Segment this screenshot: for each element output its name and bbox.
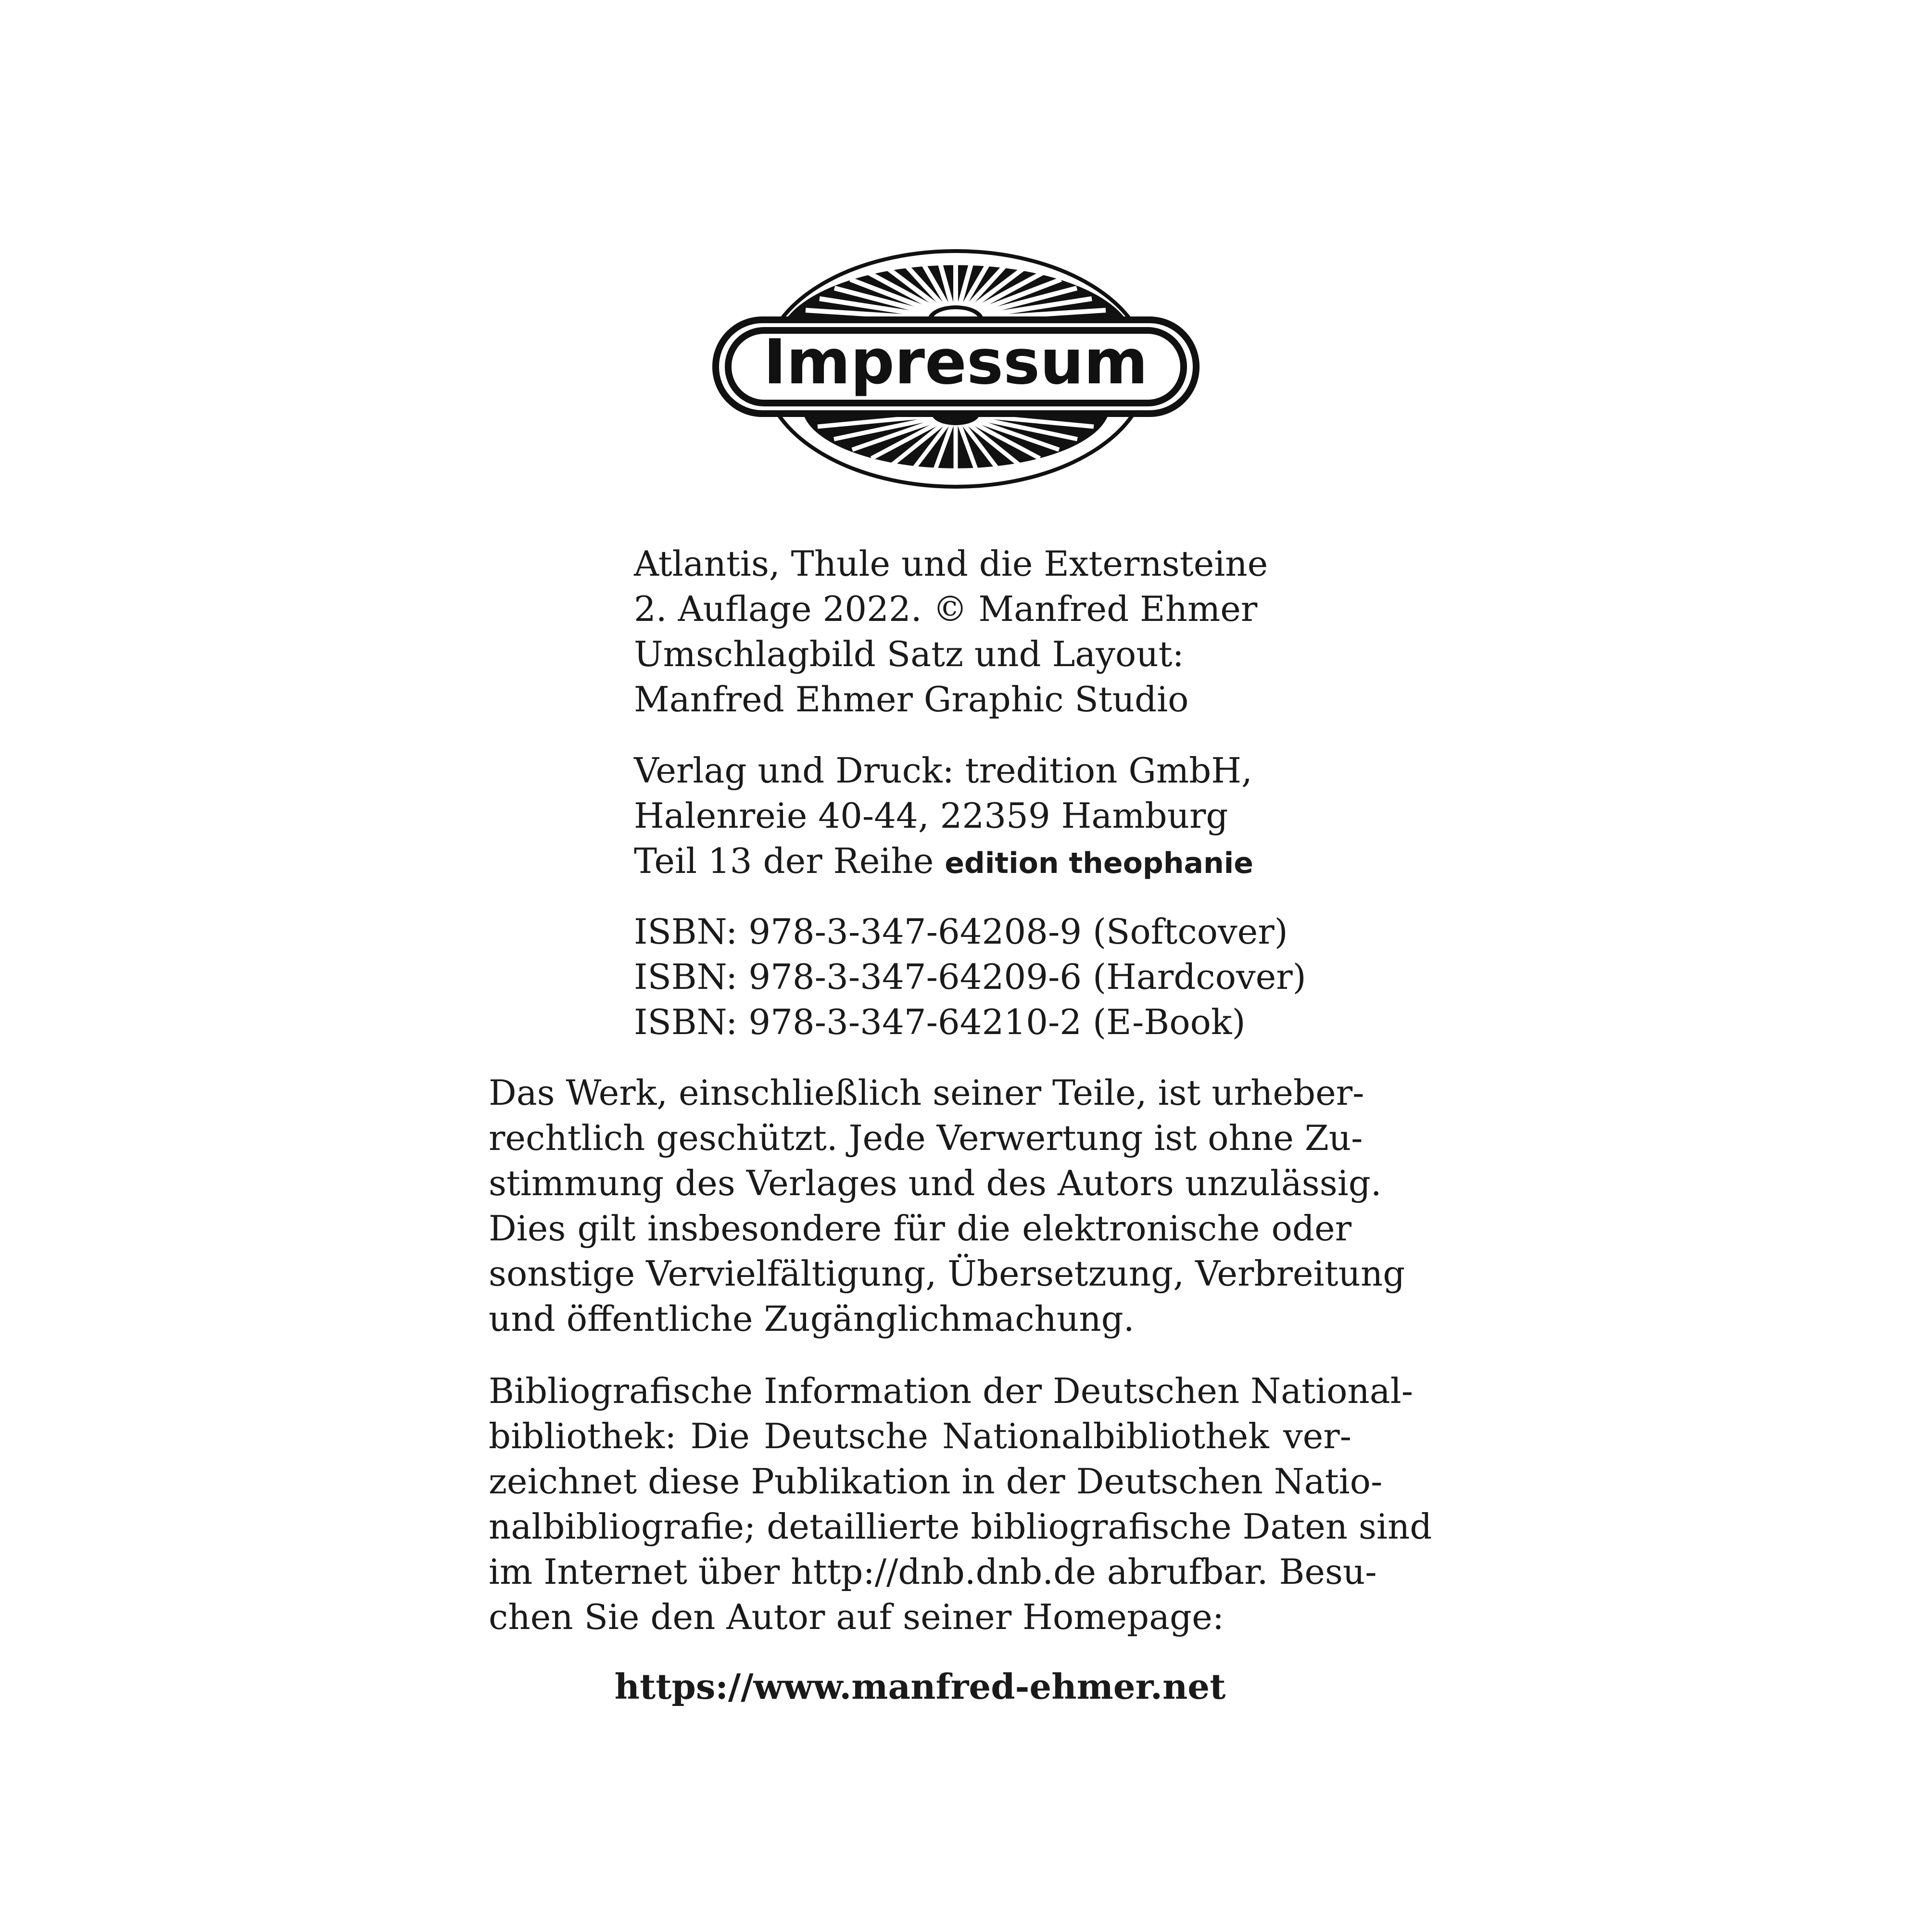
title-block — [634, 541, 1268, 722]
series-name: edition theophanie — [945, 846, 1253, 880]
isbn-ebook: ISBN: 978-3-347-64210-2 (E-Book) — [634, 1002, 1246, 1042]
biblio-line: nalbibliografie; detaillierte bibliografische Daten sind — [489, 1506, 1432, 1547]
cover-credit-line: Umschlagbild Satz und Layout: — [634, 634, 1184, 674]
series-prefix: Teil 13 der Reihe — [634, 841, 945, 881]
bibliographic-paragraph — [489, 1368, 1432, 1640]
biblio-line: im Internet über http://dnb.dnb.de abrufbar. Besu- — [489, 1552, 1377, 1592]
impressum-logo — [712, 248, 1200, 491]
biblio-line: bibliothek: Die Deutsche Nationalbibliothek ver- — [489, 1416, 1351, 1456]
address-line: Halenreie 40-44, 22359 Hamburg — [634, 796, 1228, 836]
publisher-line: Verlag und Druck: tredition GmbH, — [634, 750, 1252, 791]
biblio-line: Bibliografische Information der Deutschen National- — [489, 1371, 1414, 1411]
biblio-line: zeichnet diese Publikation in der Deutschen Natio- — [489, 1461, 1383, 1502]
logo-wordmark: Impressum — [763, 327, 1148, 398]
isbn-hardcover: ISBN: 978-3-347-64209-6 (Hardcover) — [634, 957, 1306, 997]
homepage-link[interactable]: https://www.manfred-ehmer.net — [614, 1666, 1226, 1707]
copyright-line: und öffentliche Zugänglichmachung. — [489, 1299, 1135, 1339]
copyright-line: Dies gilt insbesondere für die elektronische oder — [489, 1208, 1351, 1249]
copyright-paragraph — [489, 1070, 1405, 1341]
series-line — [634, 838, 1253, 886]
isbn-block — [634, 909, 1306, 1045]
studio-line: Manfred Ehmer Graphic Studio — [634, 679, 1189, 720]
isbn-softcover: ISBN: 978-3-347-64208-9 (Softcover) — [634, 911, 1288, 952]
sunburst-oval-emblem-icon — [712, 248, 1200, 491]
publisher-block — [634, 748, 1253, 886]
copyright-line: sonstige Vervielfältigung, Übersetzung, Verbreitung — [489, 1253, 1405, 1294]
copyright-line: Das Werk, einschließlich seiner Teile, ist urheber- — [489, 1073, 1364, 1113]
biblio-line: chen Sie den Autor auf seiner Homepage: — [489, 1597, 1225, 1637]
copyright-line: stimmung des Verlages und des Autors unzulässig. — [489, 1163, 1382, 1203]
edition-line: 2. Auflage 2022. © Manfred Ehmer — [634, 589, 1258, 629]
copyright-line: rechtlich geschützt. Jede Verwertung ist ohne Zu- — [489, 1118, 1363, 1158]
book-title: Atlantis, Thule und die Externsteine — [634, 543, 1268, 584]
